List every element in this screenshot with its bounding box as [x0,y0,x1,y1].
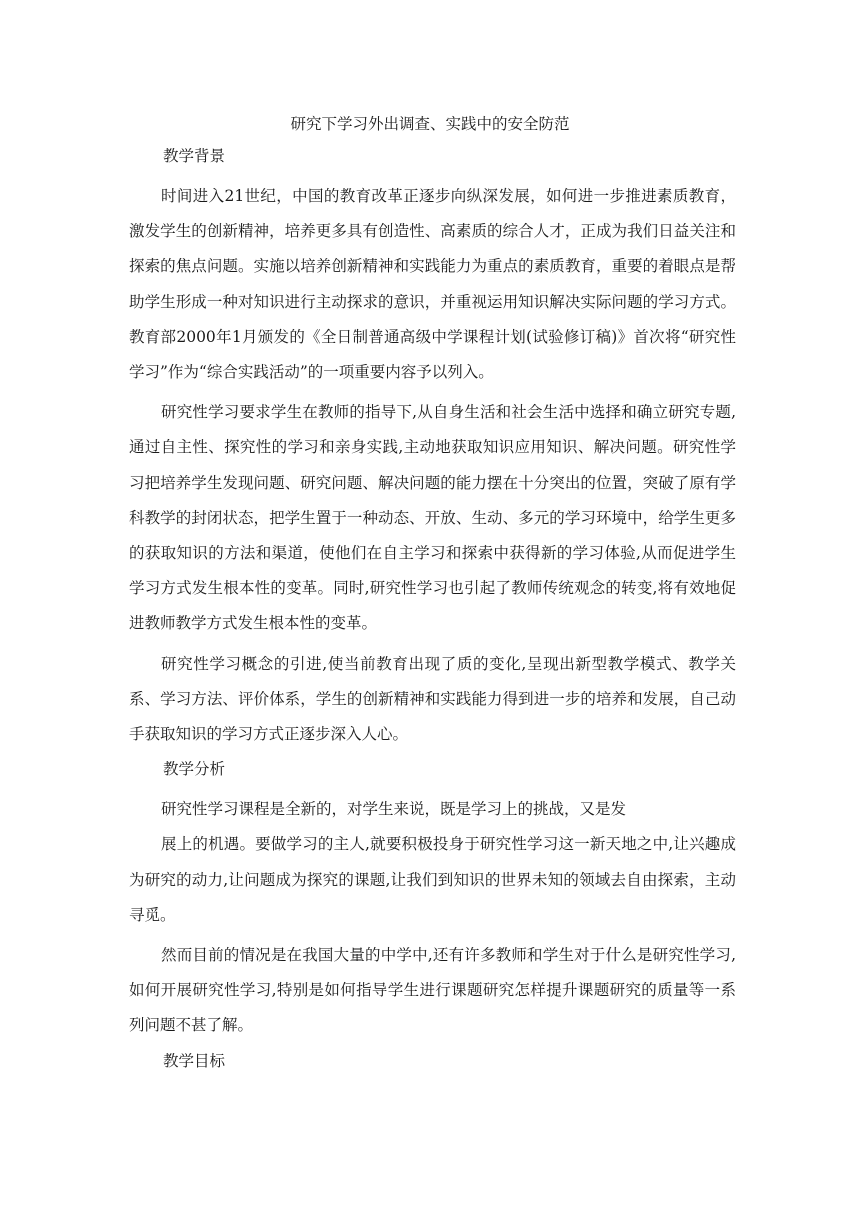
section-objectives [129,1049,736,1073]
paragraph: 然而目前的情况是在我国大量的中学中,还有许多教师和学生对于什么是研究性学习,如何开展研究性学习,特别是如何指导学生进行课题研究怎样提升课题研究的质量等一系列问题不甚了解。 [129,946,736,1035]
section-heading: 教学分析 [163,760,226,779]
section-background [129,144,736,752]
paragraph: 展上的机遇。要做学习的主人,就要积极投身于研究性学习这一新天地之中,让兴趣成为研究的动力,让问题成为探究的课题,让我们到知识的世界未知的领域去自由探索，主动寻觅。 [129,835,736,924]
paragraph: 研究性学习课程是全新的，对学生来说，既是学习上的挑战，又是发 [161,800,627,819]
section-heading: 教学目标 [163,1051,226,1070]
paragraph: 研究性学习概念的引进,使当前教育出现了质的变化,呈现出新型教学模式、教学关系、学习方法、评价体系，学生的创新精神和实践能力得到进一步的培养和发展，自己动手获取知识的学习方式正逐步深入人心。 [129,654,736,744]
paragraph: 研究性学习要求学生在教师的指导下,从自身生活和社会生活中选择和确立研究专题,通过自主性、探究性的学习和亲身实践,主动地获取知识应用知识、解决问题。研究性学习把培养学生发现问题、研究问题、解决问题的能力摆在十分突出的位置，突破了原有学科教学的封闭状态，把学生置于一种动态、开放、生动、多元的学习环境中，给学生更多的获取知识的方法和渠道，使他们在自主学习和探索中获得新的学习体验,从而促进学生学习方式发生根本性的变革。同时,研究性学习也引起了教师传统观念的转变,将有效地促进教师教学方式发生根本性的变革。 [129,403,736,633]
document-body [129,144,736,1084]
section-heading: 教学背景 [163,147,226,165]
paragraph: 时间进入21世纪，中国的教育改革正逐步向纵深发展，如何进一步推进素质教育，激发学生的创新精神，培养更多具有创造性、高素质的综合人才，正成为我们日益关注和探索的焦点问题。实施以培养创新精神和实践能力为重点的素质教育，重要的着眼点是帮助学生形成一种对知识进行主动探求的意识，并重视运用知识解决实际问题的学习方式。教育部2000年1月颁发的《全日制普通高级中学课程计划(试验修订稿)》首次将“研究性学习”作为“综合实践活动”的一项重要内容予以列入。 [129,187,736,382]
document-title: 研究下学习外出调查、实践中的安全防范 [290,115,570,133]
section-analysis [129,757,736,1043]
